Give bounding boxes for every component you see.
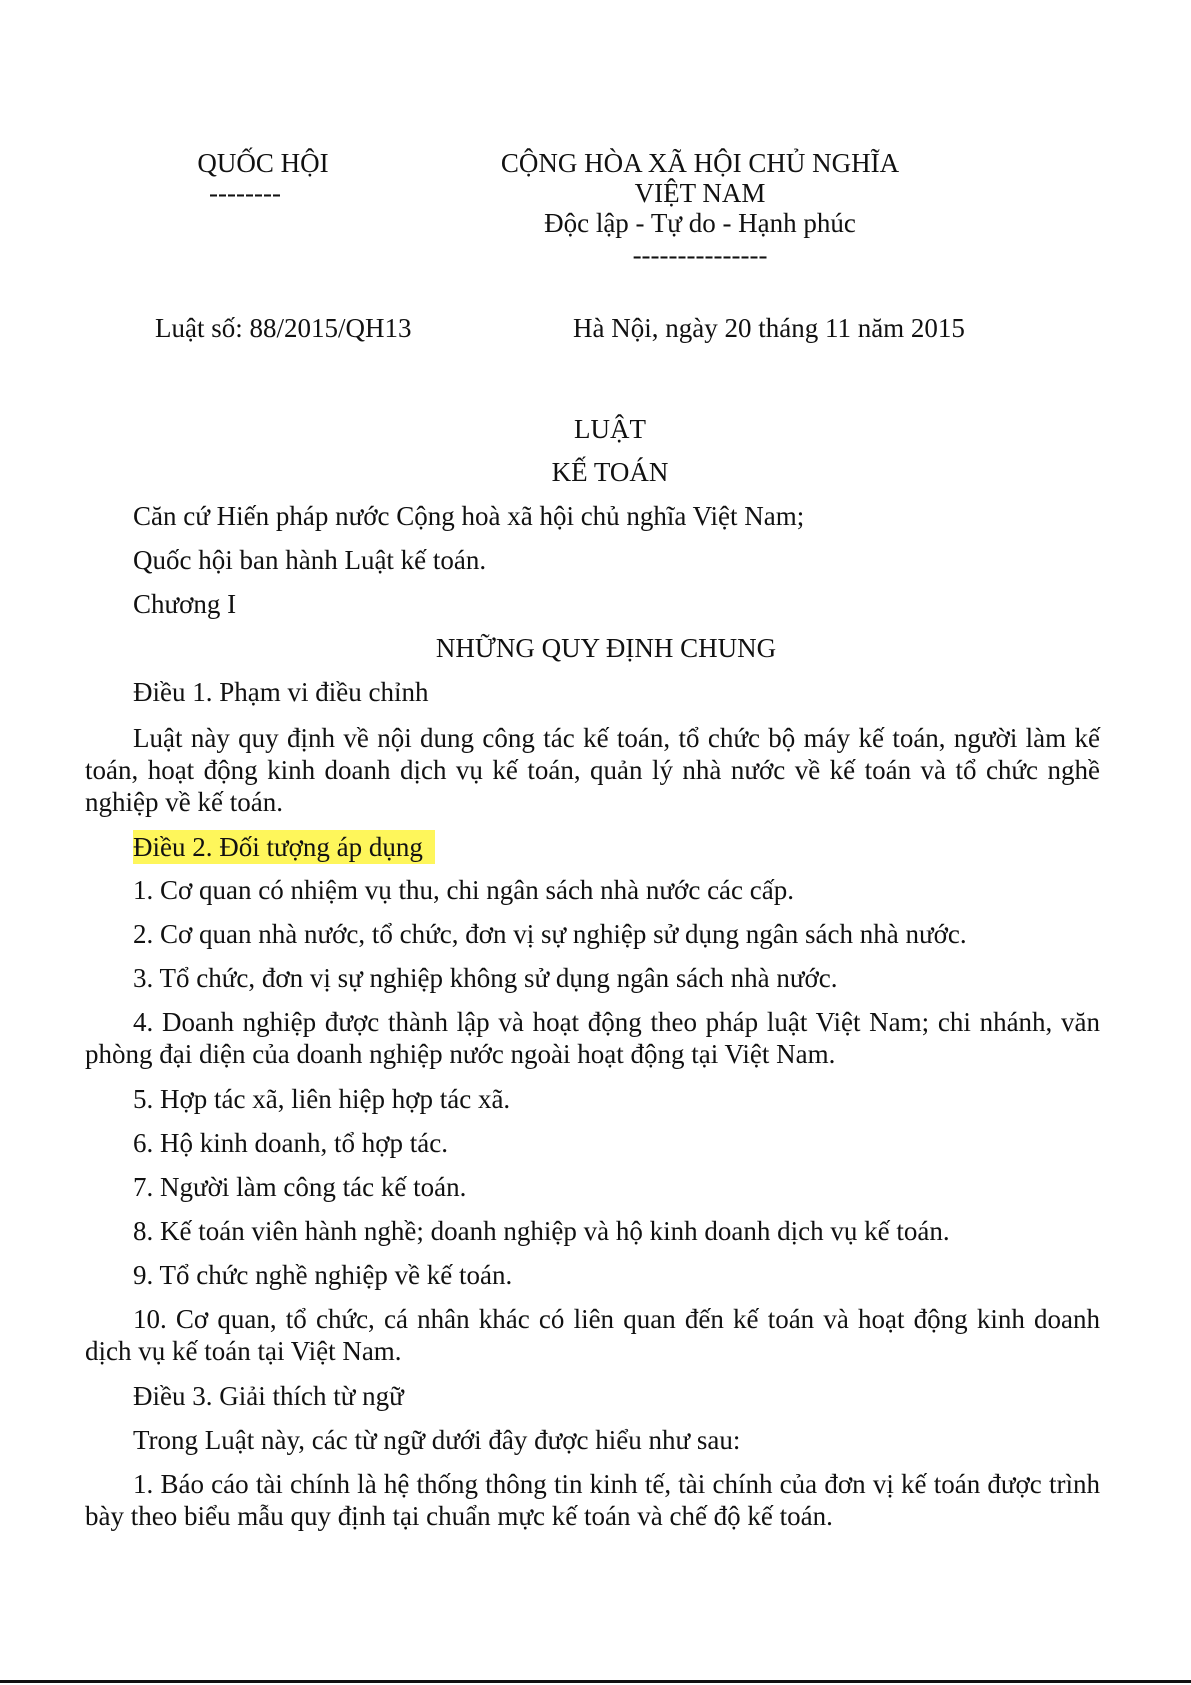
document-type: LUẬT: [574, 414, 646, 444]
issue-date: Hà Nội, ngày 20 tháng 11 năm 2015: [573, 313, 965, 343]
article-2-heading-highlight: Điều 2. Đối tượng áp dụng: [133, 830, 435, 864]
article-2-item-6: 6. Hộ kinh doanh, tổ hợp tác.: [133, 1128, 448, 1158]
chapter-title: NHỮNG QUY ĐỊNH CHUNG: [435, 633, 777, 663]
article-2-item-5: 5. Hợp tác xã, liên hiệp hợp tác xã.: [133, 1084, 511, 1114]
document-title: KẾ TOÁN: [551, 457, 669, 487]
article-2-item-2: 2. Cơ quan nhà nước, tổ chức, đơn vị sự nghiệp sử dụng ngân sách nhà nước.: [133, 919, 967, 949]
article-2-item-1: 1. Cơ quan có nhiệm vụ thu, chi ngân sách nhà nước các cấp.: [133, 875, 794, 905]
preamble-line-1: Căn cứ Hiến pháp nước Cộng hoà xã hội chủ nghĩa Việt Nam;: [133, 501, 805, 531]
national-motto-rule: ---------------: [632, 240, 768, 270]
chapter-label: Chương I: [133, 589, 237, 619]
national-motto: Độc lập - Tự do - Hạnh phúc: [544, 208, 856, 238]
article-3-heading: Điều 3. Giải thích từ ngữ: [133, 1381, 404, 1411]
article-2-item-8: 8. Kế toán viên hành nghề; doanh nghiệp và hộ kinh doanh dịch vụ kế toán.: [133, 1216, 950, 1246]
article-1-heading: Điều 1. Phạm vi điều chỉnh: [133, 677, 429, 707]
article-2-item-9: 9. Tổ chức nghề nghiệp về kế toán.: [133, 1260, 513, 1290]
article-2-item-3: 3. Tổ chức, đơn vị sự nghiệp không sử dụng ngân sách nhà nước.: [133, 963, 838, 993]
law-number: Luật số: 88/2015/QH13: [155, 313, 412, 343]
article-2-item-10: 10. Cơ quan, tổ chức, cá nhân khác có liên quan đến kế toán và hoạt động kinh doanh dịch vụ kế toán tại Việt Nam.: [85, 1304, 1100, 1366]
national-title-line2: VIỆT NAM: [634, 178, 766, 208]
issuing-body-rule: --------: [209, 178, 281, 208]
issuing-body: QUỐC HỘI: [197, 148, 329, 178]
article-2-heading: [133, 831, 435, 863]
article-1-body: Luật này quy định về nội dung công tác kế toán, tổ chức bộ máy kế toán, người làm kế toán, hoạt động kinh doanh dịch vụ kế toán, quản lý nhà nước về kế toán và tổ chức nghề nghiệp về kế toán.: [85, 723, 1100, 817]
article-3-item-1: 1. Báo cáo tài chính là hệ thống thông tin kinh tế, tài chính của đơn vị kế toán được trình bày theo biểu mẫu quy định tại chuẩn mực kế toán và chế độ kế toán.: [85, 1469, 1100, 1531]
national-title-line1: CỘNG HÒA XÃ HỘI CHỦ NGHĨA: [500, 148, 900, 178]
article-3-intro: Trong Luật này, các từ ngữ dưới đây được hiểu như sau:: [133, 1425, 741, 1455]
preamble-line-2: Quốc hội ban hành Luật kế toán.: [133, 545, 487, 575]
page-bottom-rule: [0, 1680, 1191, 1683]
article-2-item-7: 7. Người làm công tác kế toán.: [133, 1172, 467, 1202]
article-2-item-4: 4. Doanh nghiệp được thành lập và hoạt động theo pháp luật Việt Nam; chi nhánh, văn phòng đại diện của doanh nghiệp nước ngoài hoạt động tại Việt Nam.: [85, 1007, 1100, 1069]
